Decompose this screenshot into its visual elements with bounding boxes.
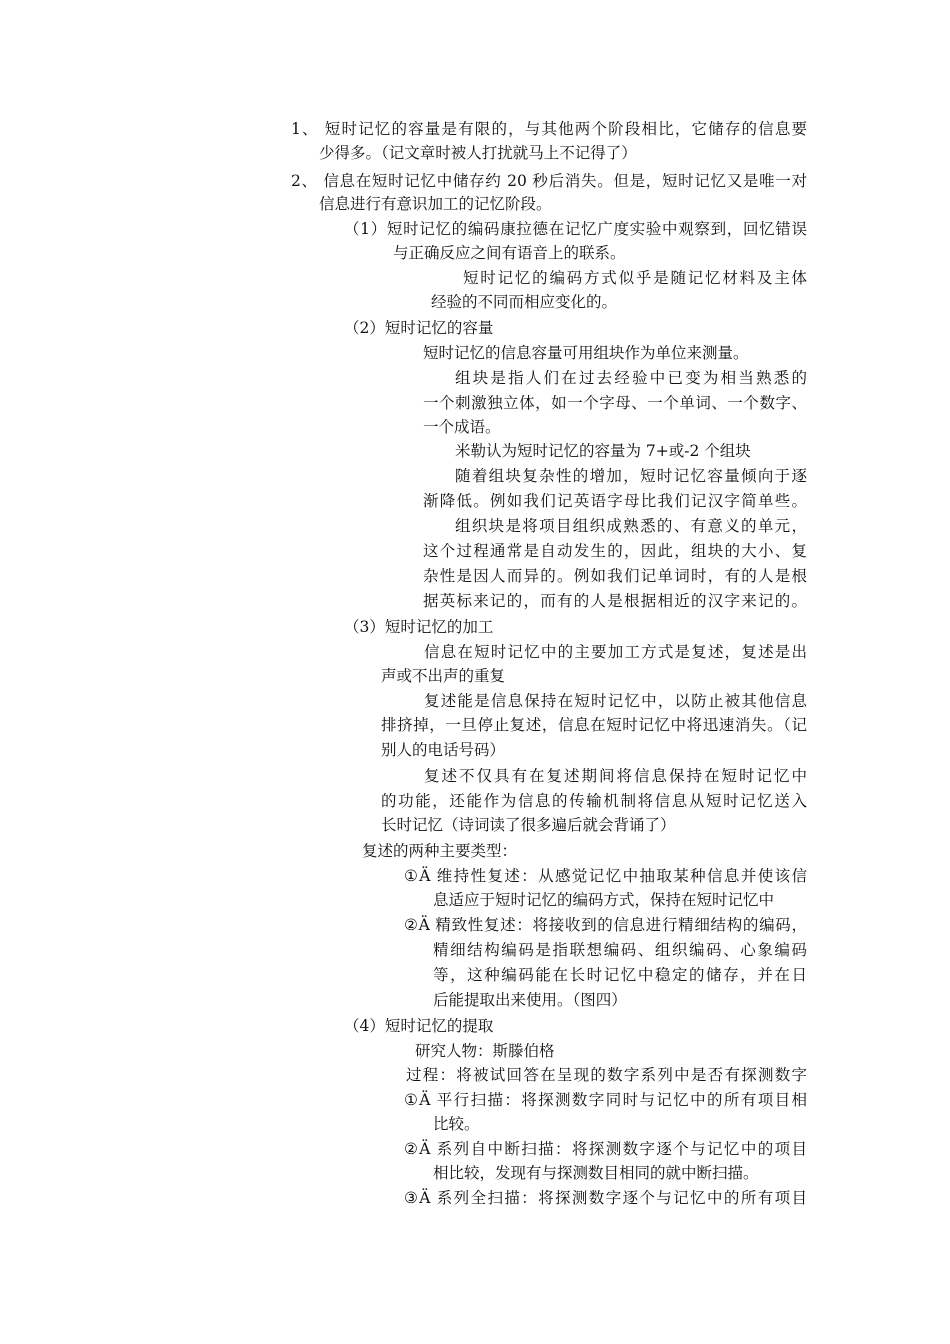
- text-line: 相比较，发现有与探测数目相同的就中断扫描。: [433, 1164, 759, 1182]
- text-line: 息适应于短时记忆的编码方式，保持在短时记忆中: [433, 891, 775, 909]
- text-line: 渐降低。例如我们记英语字母比我们记汉字简单些。: [423, 492, 807, 510]
- text-line: 一个成语。: [423, 418, 501, 436]
- text-line: 据英标来记的，而有的人是根据相近的汉字来记的。: [423, 592, 807, 610]
- text-line: 信息在短时记忆中的主要加工方式是复述，复述是出: [424, 643, 807, 661]
- text-line: 的功能，还能作为信息的传输机制将信息从短时记忆送入: [381, 792, 807, 810]
- text-line: 过程：将被试回答在呈现的数字系列中是否有探测数字: [406, 1066, 807, 1084]
- text-line: 2、 信息在短时记忆中储存约 20 秒后消失。但是，短时记忆又是唯一对: [291, 172, 807, 190]
- text-line: 1、 短时记忆的容量是有限的，与其他两个阶段相比，它储存的信息要: [291, 120, 807, 138]
- text-line: 后能提取出来使用。（图四）: [433, 991, 627, 1009]
- text-line: （4）短时记忆的提取: [344, 1017, 494, 1035]
- text-line: （1）短时记忆的编码康拉德在记忆广度实验中观察到，回忆错误: [344, 220, 807, 238]
- text-line: 声或不出声的重复: [381, 667, 506, 685]
- text-line: 米勒认为短时记忆的容量为 7+或-2 个组块: [455, 442, 751, 460]
- text-line: 复述的两种主要类型：: [362, 842, 518, 860]
- text-line: 研究人物：斯滕伯格: [415, 1042, 555, 1060]
- text-line: 等，这种编码能在长时记忆中稳定的储存，并在日: [433, 966, 807, 984]
- text-line: 组织块是将项目组织成熟悉的、有意义的单元，: [455, 517, 807, 535]
- text-line: （3）短时记忆的加工: [344, 618, 494, 636]
- text-line: 随着组块复杂性的增加，短时记忆容量倾向于逐: [455, 467, 807, 485]
- text-line: ③Ä 系列全扫描：将探测数字逐个与记忆中的所有项目: [404, 1189, 807, 1207]
- text-line: 组块是指人们在过去经验中已变为相当熟悉的: [455, 369, 807, 387]
- text-line: 杂性是因人而异的。例如我们记单词时，有的人是根: [423, 567, 807, 585]
- text-line: 复述不仅具有在复述期间将信息保持在短时记忆中: [424, 767, 807, 785]
- text-line: 这个过程通常是自动发生的，因此，组块的大小、复: [423, 542, 807, 560]
- text-line: 信息进行有意识加工的记忆阶段。: [319, 195, 552, 213]
- text-line: 一个刺激独立体，如一个字母、一个单词、一个数字、: [423, 394, 807, 412]
- text-line: ②Ä 精致性复述：将接收到的信息进行精细结构的编码，: [404, 916, 807, 934]
- text-line: 经验的不同而相应变化的。: [431, 293, 618, 311]
- text-line: 短时记忆的编码方式似乎是随记忆材料及主体: [463, 269, 807, 287]
- text-line: 短时记忆的信息容量可用组块作为单位来测量。: [423, 344, 749, 362]
- text-line: 精细结构编码是指联想编码、组织编码、心象编码: [433, 941, 807, 959]
- text-line: 长时记忆（诗词读了很多遍后就会背诵了）: [381, 816, 676, 834]
- text-line: 与正确反应之间有语音上的联系。: [393, 244, 626, 262]
- text-line: 别人的电话号码）: [381, 741, 506, 759]
- text-line: ①Ä 平行扫描：将探测数字同时与记忆中的所有项目相: [404, 1091, 807, 1109]
- text-line: ①Ä 维持性复述：从感觉记忆中抽取某种信息并使该信: [404, 867, 807, 885]
- text-line: 排挤掉，一旦停止复述，信息在短时记忆中将迅速消失。（记: [381, 716, 807, 734]
- text-line: （2）短时记忆的容量: [344, 319, 494, 337]
- text-line: 复述能是信息保持在短时记忆中，以防止被其他信息: [424, 692, 807, 710]
- text-line: 少得多。（记文章时被人打扰就马上不记得了）: [319, 144, 637, 162]
- text-line: 比较。: [433, 1115, 480, 1133]
- text-line: ②Ä 系列自中断扫描：将探测数字逐个与记忆中的项目: [404, 1140, 807, 1158]
